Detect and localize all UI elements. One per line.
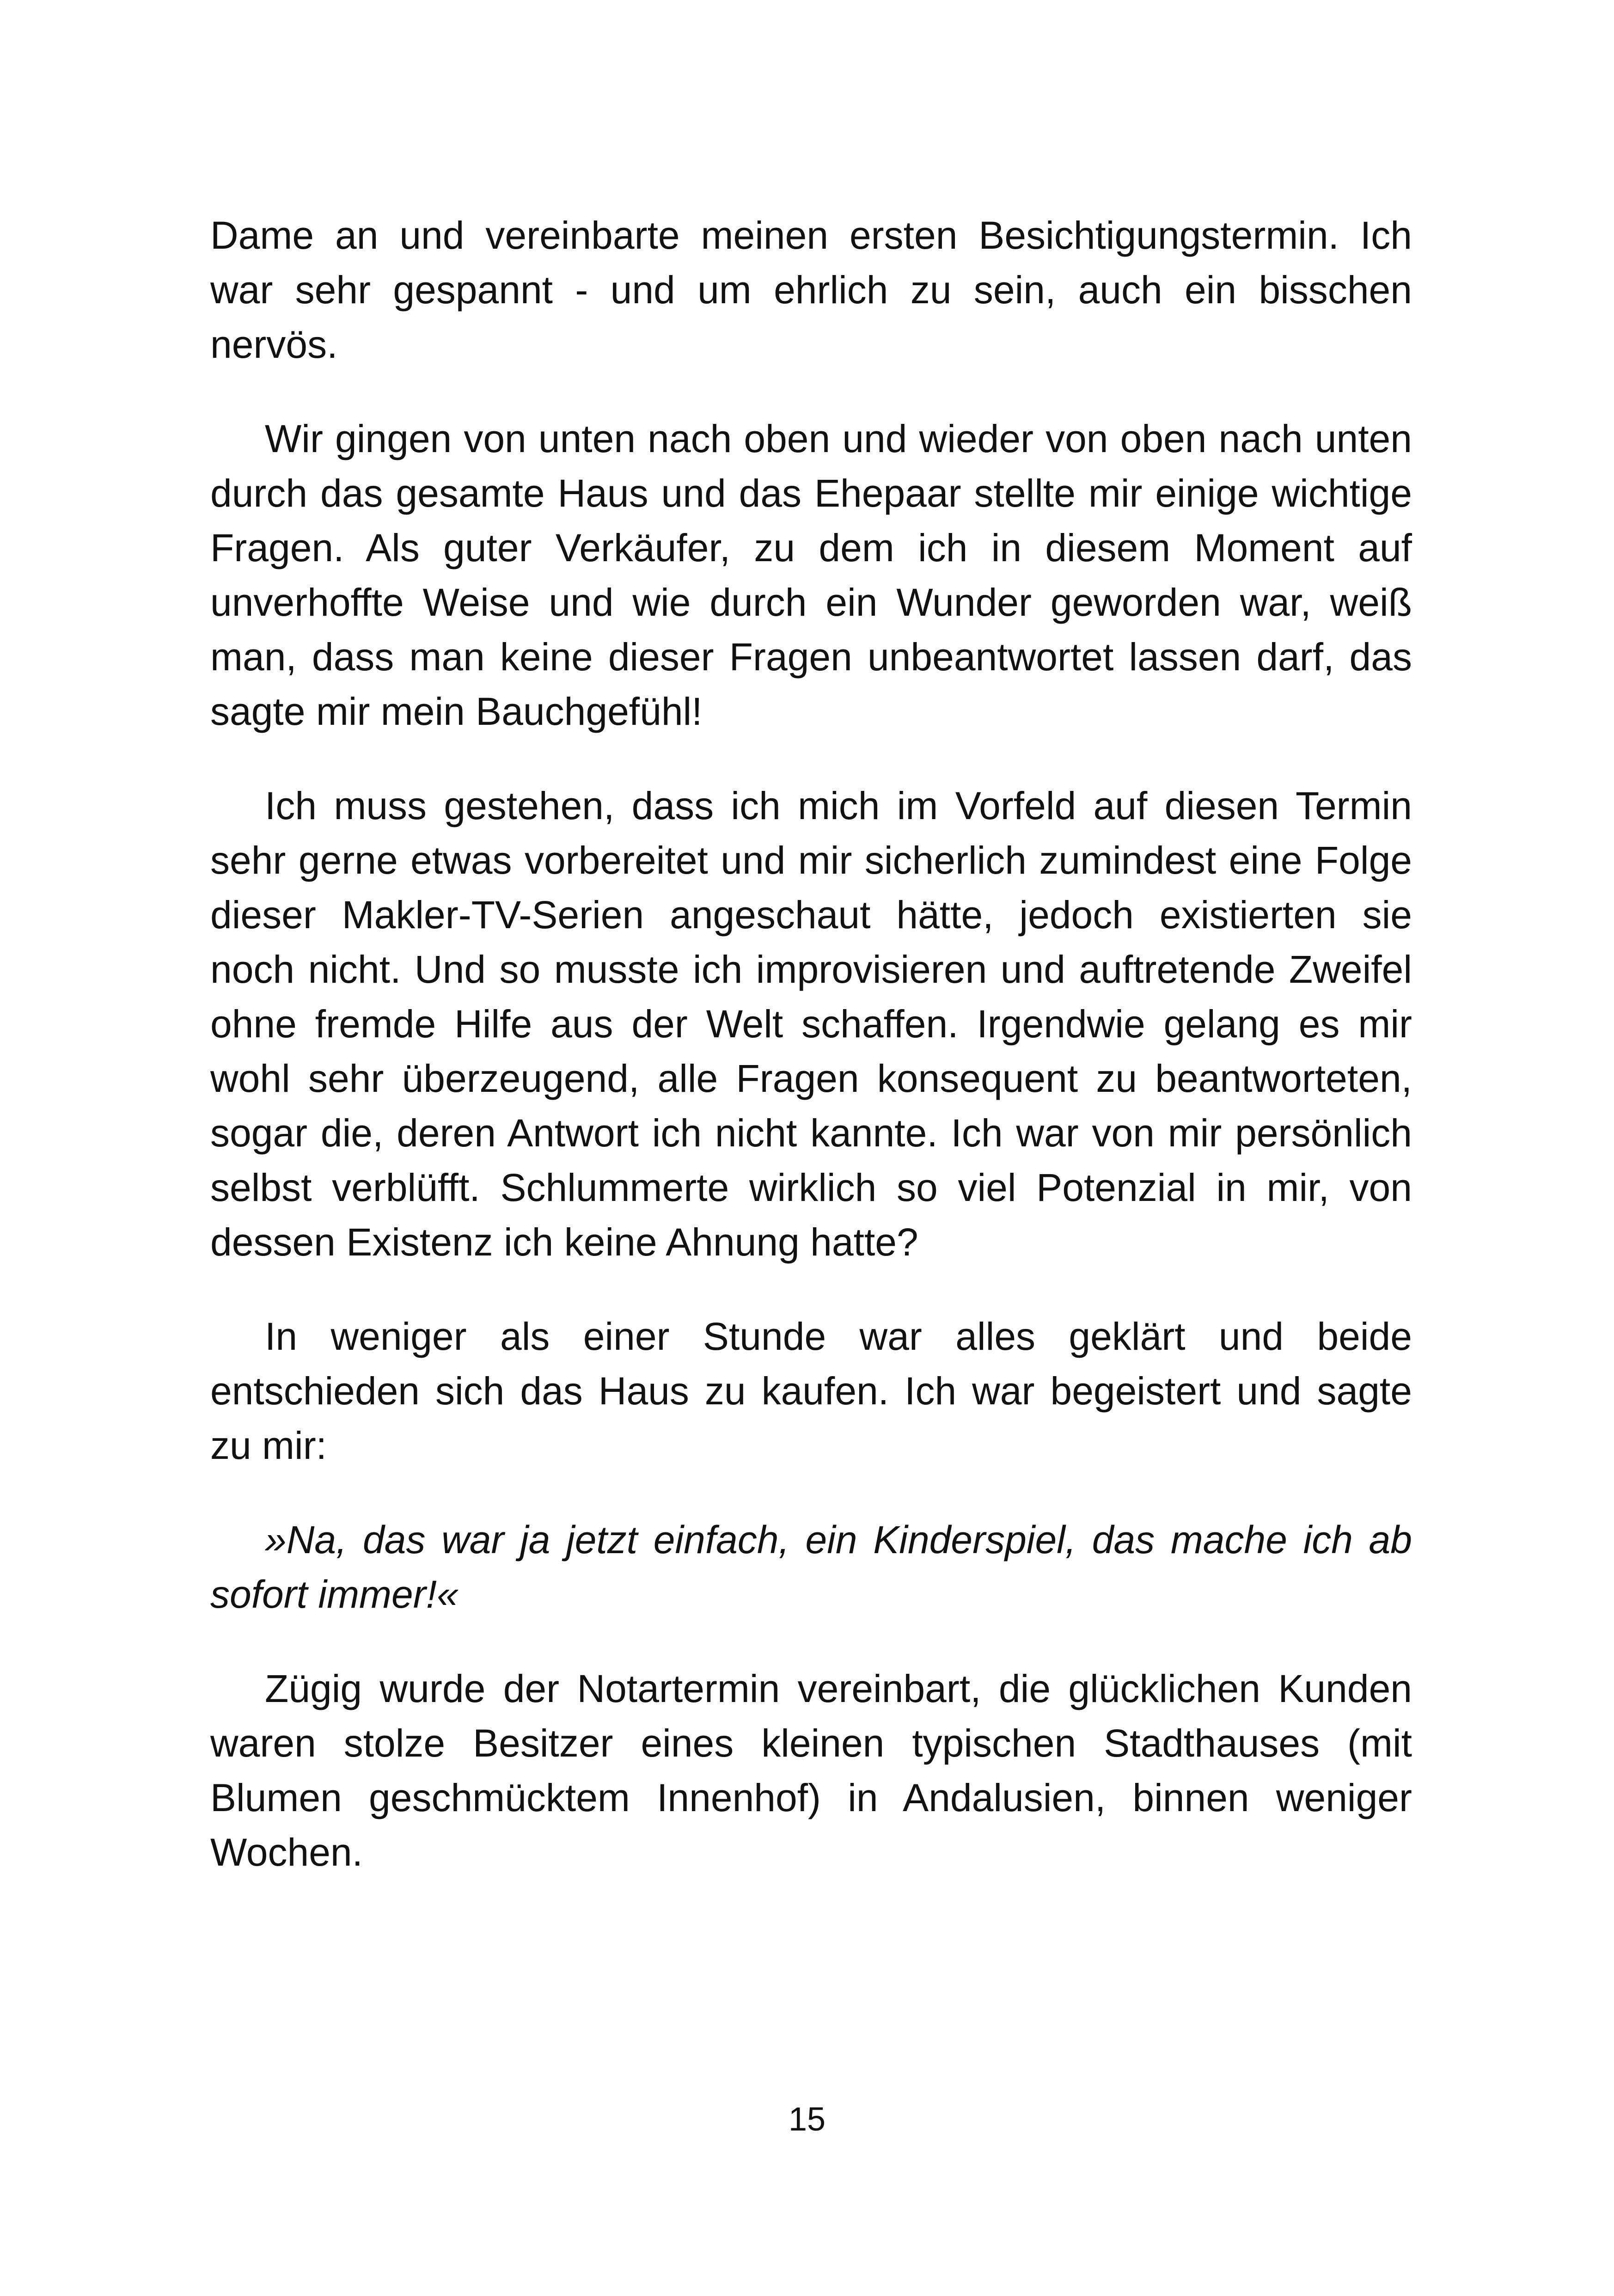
paragraph-3: Ich muss gestehen, dass ich mich im Vorfeld auf diesen Termin sehr gerne etwas vorbereitet und mir sicherlich zumindest eine Folge dieser Makler-TV-Serien angeschaut hätte, jedoch existierten sie noch nicht. Und so musste ich improvisieren und auftretende Zweifel ohne fremde Hilfe aus der Welt schaffen. Irgendwie gelang es mir wohl sehr überzeugend, alle Fragen konsequent zu beantworteten, sogar die, deren Antwort ich nicht kannte. Ich war von mir persönlich selbst verblüfft. Schlummerte wirklich so viel Potenzial in mir, von dessen Existenz ich keine Ahnung hatte? [210, 784, 1412, 1264]
quote-paragraph: »Na, das war ja jetzt einfach, ein Kinderspiel, das mache ich ab sofort immer!« [210, 1518, 1412, 1616]
paragraph-4: In weniger als einer Stunde war alles geklärt und beide entschieden sich das Haus zu kaufen. Ich war begeistert und sagte zu mir: [210, 1315, 1412, 1467]
paragraph-2: Wir gingen von unten nach oben und wieder von oben nach unten durch das gesamte Haus und das Ehepaar stellte mir einige wichtige Fragen. Als guter Verkäufer, zu dem ich in diesem Moment auf unverhoffte Weise und wie durch ein Wunder geworden war, weiß man, dass man keine dieser Fragen unbeantwortet lassen darf, das sagte mir mein Bauchgefühl! [210, 417, 1412, 733]
paragraph-6: Zügig wurde der Notartermin vereinbart, die glücklichen Kunden waren stolze Besitzer eines kleinen typischen Stadthauses (mit Blumen geschmücktem Innenhof) in Andalusien, binnen weniger Wochen. [210, 1667, 1412, 1874]
paragraph-1: Dame an und vereinbarte meinen ersten Besichtigungstermin. Ich war sehr gespannt - und um ehrlich zu sein, auch ein bisschen nervös. [210, 214, 1412, 366]
body-text [210, 208, 1412, 1919]
page-number: 15 [788, 2101, 826, 2138]
